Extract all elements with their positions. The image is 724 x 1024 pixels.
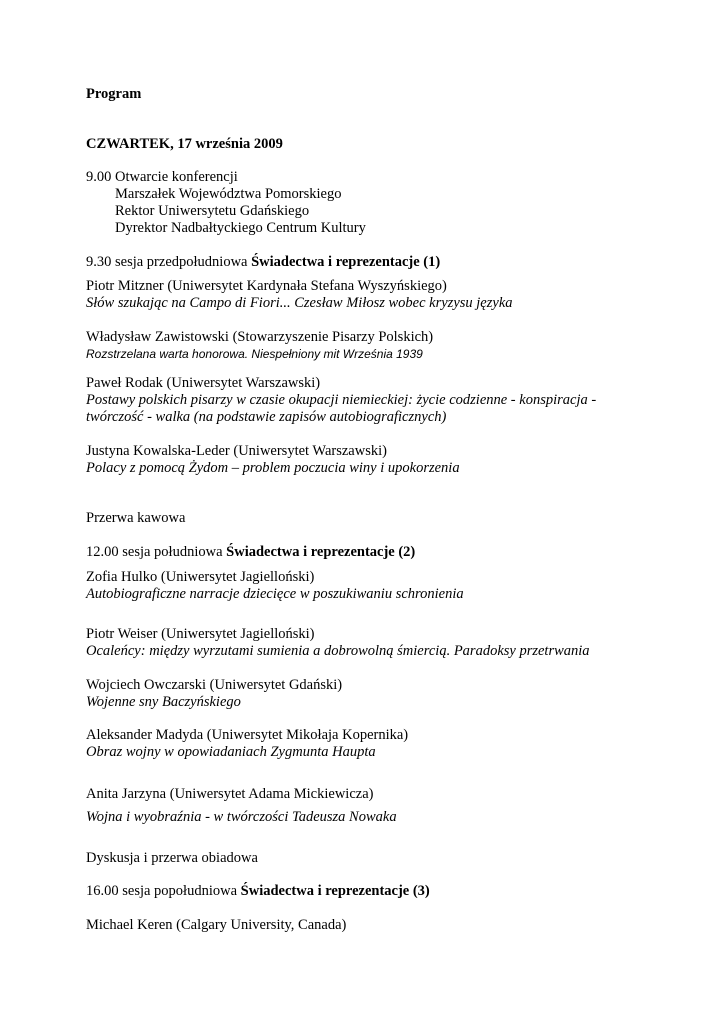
coffee-break: Przerwa kawowa bbox=[86, 510, 186, 526]
talk-author: Piotr Mitzner (Uniwersytet Kardynała Stefana Wyszyńskiego) bbox=[86, 278, 447, 294]
talk-title: Rozstrzelana warta honorowa. Niespełniony mit Września 1939 bbox=[86, 347, 423, 361]
talk-author: Władysław Zawistowski (Stowarzyszenie Pisarzy Polskich) bbox=[86, 329, 434, 345]
talk-title: Wojna i wyobraźnia - w twórczości Tadeusza Nowaka bbox=[86, 809, 397, 825]
opening-speaker: Rektor Uniwersytetu Gdańskiego bbox=[115, 203, 310, 219]
opening-speaker: Dyrektor Nadbałtyckiego Centrum Kultury bbox=[115, 220, 366, 236]
day-heading: CZWARTEK, 17 września 2009 bbox=[86, 136, 283, 152]
talk-title: Wojenne sny Baczyńskiego bbox=[86, 694, 241, 710]
talk-author: Zofia Hulko (Uniwersytet Jagielloński) bbox=[86, 569, 315, 585]
session2-title: Świadectwa i reprezentacje (2) bbox=[226, 544, 416, 560]
talk-title: twórczość - walka (na podstawie zapisów autobiograficznych) bbox=[86, 409, 447, 425]
opening-title: 9.00 Otwarcie konferencji bbox=[86, 169, 238, 185]
program-heading: Program bbox=[86, 86, 142, 102]
talk-title: Polacy z pomocą Żydom – problem poczucia winy i upokorzenia bbox=[86, 460, 460, 476]
talk-author: Piotr Weiser (Uniwersytet Jagielloński) bbox=[86, 626, 315, 642]
talk-title: Obraz wojny w opowiadaniach Zygmunta Haupta bbox=[86, 744, 376, 760]
talk-title: Ocaleńcy: między wyrzutami sumienia a dobrowolną śmiercią. Paradoksy przetrwania bbox=[86, 643, 590, 659]
session3-title: Świadectwa i reprezentacje (3) bbox=[240, 883, 430, 899]
talk-author: Anita Jarzyna (Uniwersytet Adama Mickiewicza) bbox=[86, 786, 374, 802]
lunch-break: Dyskusja i przerwa obiadowa bbox=[86, 850, 258, 866]
session1-time: 9.30 sesja przedpołudniowa bbox=[86, 254, 252, 270]
session2-heading bbox=[86, 544, 415, 561]
session1-heading bbox=[86, 254, 440, 271]
talk-author: Justyna Kowalska-Leder (Uniwersytet Warszawski) bbox=[86, 443, 387, 459]
talk-title: Autobiograficzne narracje dziecięce w poszukiwaniu schronienia bbox=[86, 586, 464, 602]
opening-speaker: Marszałek Województwa Pomorskiego bbox=[115, 186, 342, 202]
session2-time: 12.00 sesja południowa bbox=[86, 544, 227, 560]
session1-title: Świadectwa i reprezentacje (1) bbox=[251, 254, 441, 270]
talk-author: Michael Keren (Calgary University, Canada) bbox=[86, 917, 347, 933]
talk-author: Paweł Rodak (Uniwersytet Warszawski) bbox=[86, 375, 321, 391]
session3-heading bbox=[86, 883, 430, 900]
talk-title: Słów szukając na Campo di Fiori... Czesław Miłosz wobec kryzysu języka bbox=[86, 295, 513, 311]
talk-author: Aleksander Madyda (Uniwersytet Mikołaja Kopernika) bbox=[86, 727, 409, 743]
talk-title: Postawy polskich pisarzy w czasie okupacji niemieckiej: życie codzienne - konspiracja - bbox=[86, 392, 597, 408]
session3-time: 16.00 sesja popołudniowa bbox=[86, 883, 241, 899]
talk-author: Wojciech Owczarski (Uniwersytet Gdański) bbox=[86, 677, 343, 693]
